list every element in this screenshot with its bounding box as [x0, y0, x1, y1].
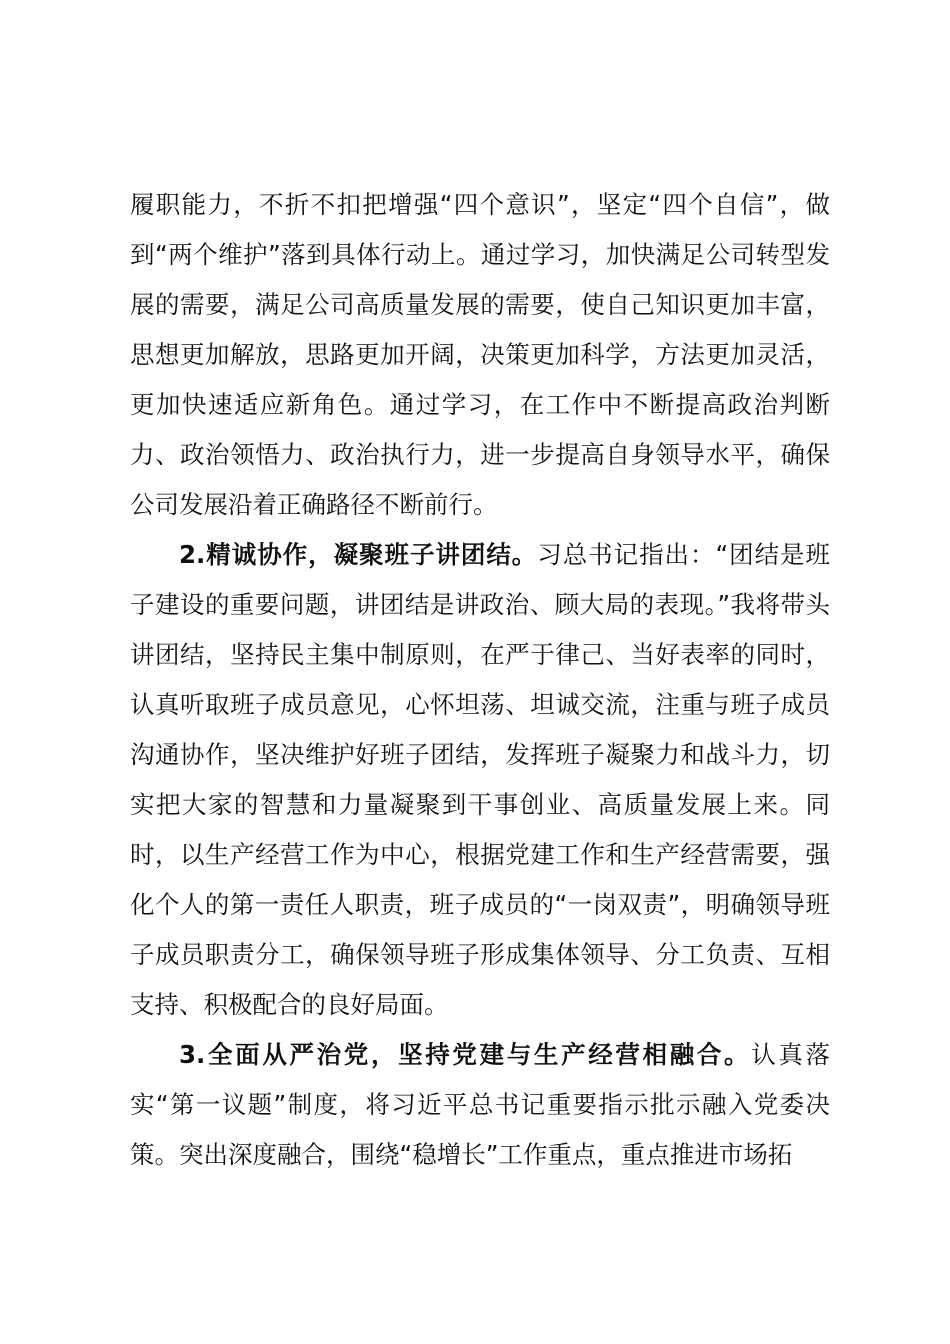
paragraph-2 — [130, 530, 830, 1030]
document-body — [130, 180, 830, 1180]
paragraph-3-text: 认真落实“第一议题”制度，将习近平总书记重要指示批示融入党委决策。突出深度融合，围绕“稳增长”工作重点，重点推进市场拓 — [130, 1040, 831, 1169]
paragraph-1 — [130, 180, 830, 530]
paragraph-1-text: 履职能力，不折不扣把增强“四个意识”，坚定“四个自信”，做到“两个维护”落到具体行动上。通过学习，加快满足公司转型发展的需要，满足公司高质量发展的需要，使自己知识更加丰富，思想更加解放，思路更加开阔，决策更加科学，方法更加灵活，更加快速适应新角色。通过学习，在工作中不断提高政治判断力、政治领悟力、政治执行力，进一步提高自身领导水平，确保公司发展沿着正确路径不断前行。 — [130, 190, 830, 519]
paragraph-3-heading: 3.全面从严治党，坚持党建与生产经营相融合。 — [179, 1040, 752, 1069]
paragraph-3 — [130, 1030, 830, 1180]
paragraph-2-heading: 2.精诚协作，凝聚班子讲团结。 — [179, 540, 538, 569]
paragraph-2-text: 习总书记指出：“团结是班子建设的重要问题，讲团结是讲政治、顾大局的表现。”我将带头讲团结，坚持民主集中制原则，在严于律己、当好表率的同时，认真听取班子成员意见，心怀坦荡、坦诚交流，注重与班子成员沟通协作，坚决维护好班子团结，发挥班子凝聚力和战斗力，切实把大家的智慧和力量凝聚到干事创业、高质量发展上来。同时，以生产经营工作为中心，根据党建工作和生产经营需要，强化个人的第一责任人职责，班子成员的“一岗双责”，明确领导班子成员职责分工，确保领导班子形成集体领导、分工负责、互相支持、积极配合的良好局面。 — [130, 540, 830, 1019]
